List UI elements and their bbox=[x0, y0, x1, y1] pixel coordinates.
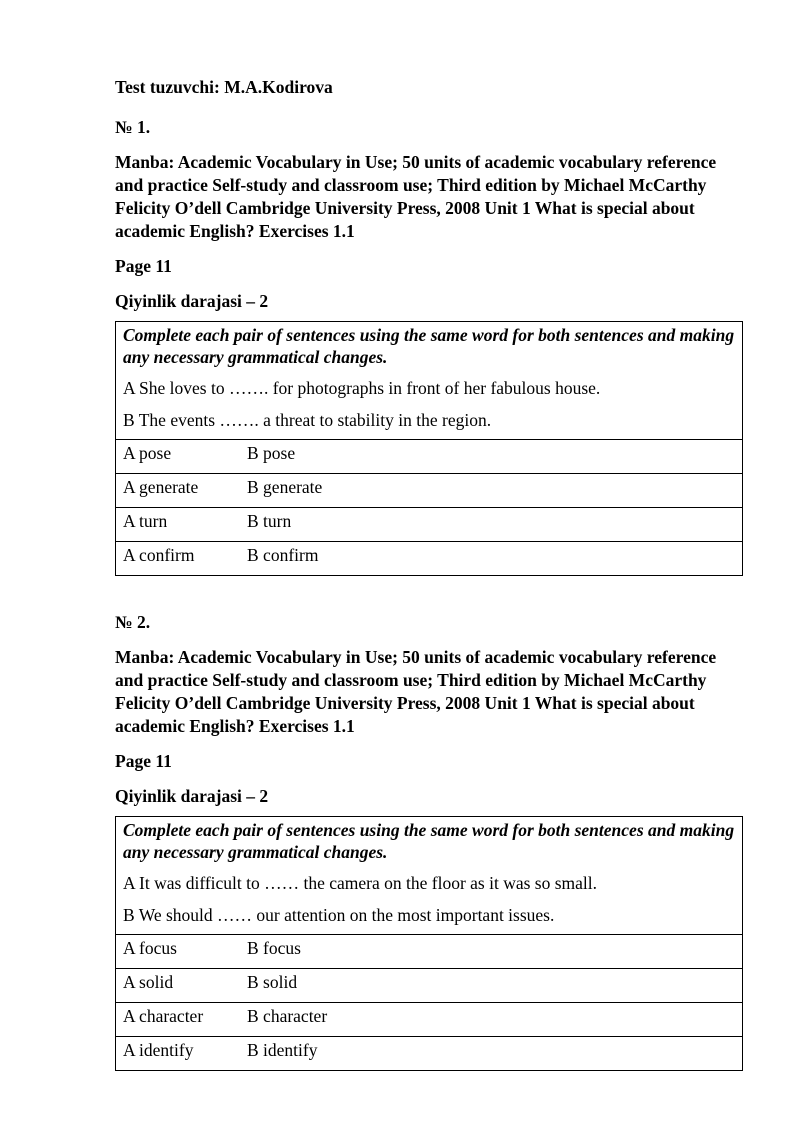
question-cell bbox=[116, 322, 743, 440]
document-page bbox=[115, 76, 743, 1071]
instruction-text: Complete each pair of sentences using the same word for both sentences and making any necessary grammatical changes. bbox=[123, 325, 735, 367]
question-table bbox=[115, 321, 743, 576]
question-number: № 2. bbox=[115, 612, 151, 632]
answer-option-2[interactable] bbox=[116, 969, 743, 1003]
answer-option-4[interactable] bbox=[116, 542, 743, 576]
option-a: A identify bbox=[123, 1040, 194, 1060]
option-b: B confirm bbox=[247, 545, 319, 565]
question-table bbox=[115, 816, 743, 1071]
option-a: A confirm bbox=[123, 545, 195, 565]
option-b: B pose bbox=[247, 443, 296, 463]
question-source: Manba: Academic Vocabulary in Use; 50 units of academic vocabulary reference and practice Self-study and classroom use; Third edition by Michael McCarthy Felicity O’dell Cambridge University Press, 2008 Unit 1 What is special about academic English? Exercises 1.1 bbox=[115, 152, 717, 241]
option-a: A turn bbox=[123, 511, 168, 531]
question-number: № 1. bbox=[115, 117, 151, 137]
option-b: B focus bbox=[247, 938, 301, 958]
answer-option-4[interactable] bbox=[116, 1037, 743, 1071]
question-source: Manba: Academic Vocabulary in Use; 50 units of academic vocabulary reference and practice Self-study and classroom use; Third edition by Michael McCarthy Felicity O’dell Cambridge University Press, 2008 Unit 1 What is special about academic English? Exercises 1.1 bbox=[115, 647, 717, 736]
option-a: A character bbox=[123, 1006, 204, 1026]
question-page: Page 11 bbox=[115, 751, 172, 771]
difficulty-level: Qiyinlik darajasi – 2 bbox=[115, 786, 269, 806]
difficulty-level: Qiyinlik darajasi – 2 bbox=[115, 291, 269, 311]
answer-option-1[interactable] bbox=[116, 440, 743, 474]
option-a: A focus bbox=[123, 938, 177, 958]
sentence-a: A It was difficult to …… the camera on the floor as it was so small. bbox=[123, 873, 598, 893]
question-page: Page 11 bbox=[115, 256, 172, 276]
option-b: B generate bbox=[247, 477, 323, 497]
answer-option-2[interactable] bbox=[116, 474, 743, 508]
option-a: A pose bbox=[123, 443, 172, 463]
answer-option-1[interactable] bbox=[116, 935, 743, 969]
sentence-a: A She loves to ……. for photographs in front of her fabulous house. bbox=[123, 378, 601, 398]
answer-option-3[interactable] bbox=[116, 508, 743, 542]
section-gap bbox=[115, 576, 743, 611]
instruction-text: Complete each pair of sentences using the same word for both sentences and making any necessary grammatical changes. bbox=[123, 820, 735, 862]
sentence-b: B The events ……. a threat to stability in the region. bbox=[123, 410, 492, 430]
sentence-b: B We should …… our attention on the most important issues. bbox=[123, 905, 555, 925]
answer-option-3[interactable] bbox=[116, 1003, 743, 1037]
author-line: Test tuzuvchi: M.A.Kodirova bbox=[115, 77, 333, 97]
option-b: B solid bbox=[247, 972, 298, 992]
option-b: B character bbox=[247, 1006, 328, 1026]
option-a: A generate bbox=[123, 477, 199, 497]
question-cell bbox=[116, 817, 743, 935]
option-a: A solid bbox=[123, 972, 174, 992]
option-b: B identify bbox=[247, 1040, 318, 1060]
question-2 bbox=[115, 611, 743, 1071]
option-b: B turn bbox=[247, 511, 292, 531]
question-1 bbox=[115, 116, 743, 576]
